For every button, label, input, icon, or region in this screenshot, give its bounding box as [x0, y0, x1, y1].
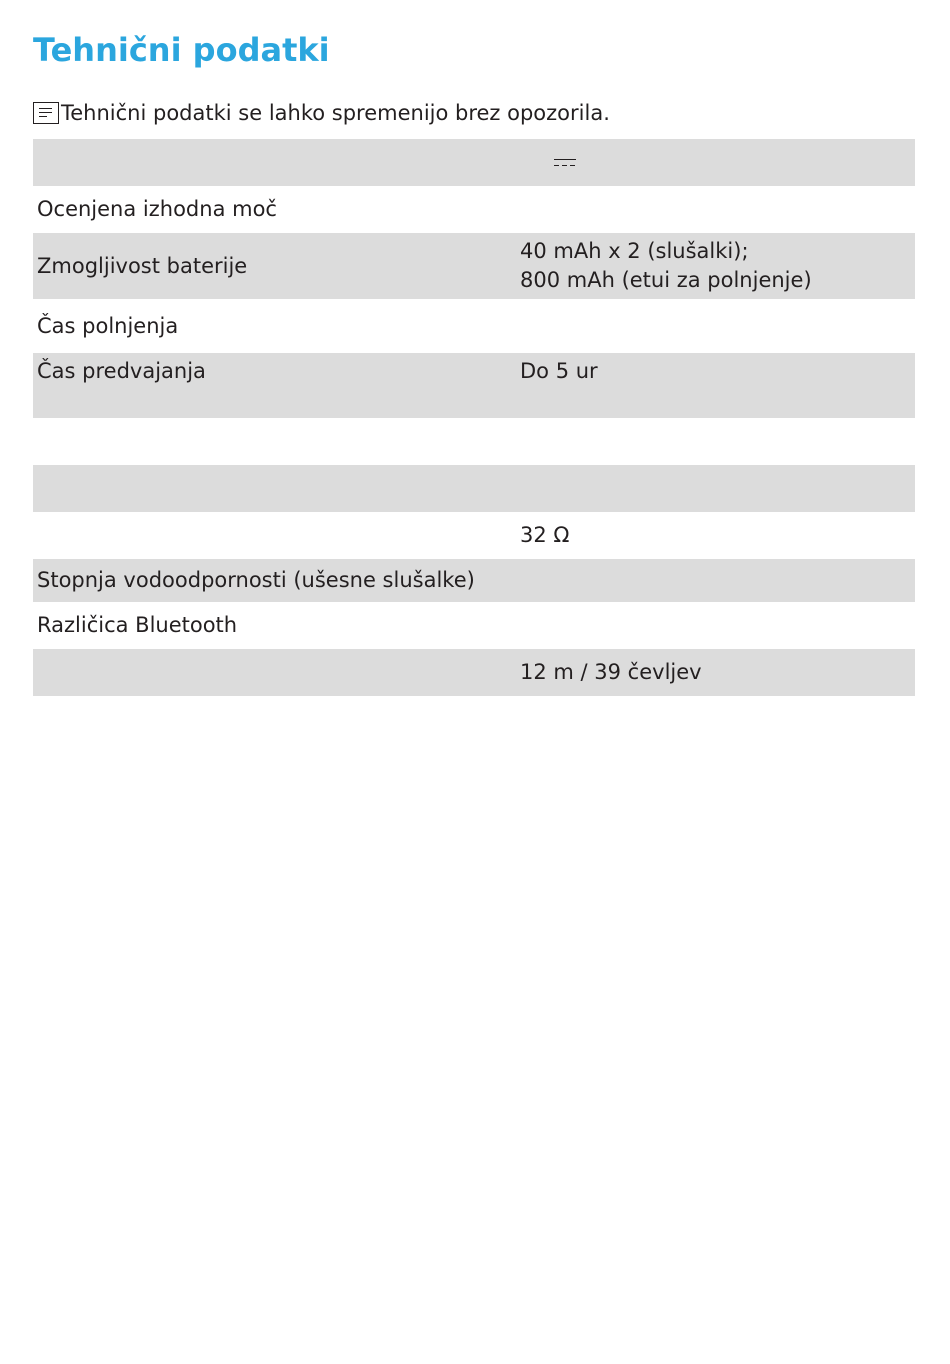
spec-value: 32 Ω	[520, 523, 570, 547]
note-text: Tehnični podatki se lahko spremenijo brez opozorila.	[61, 101, 610, 125]
table-row	[33, 186, 915, 233]
spec-value	[516, 299, 915, 353]
spec-value	[516, 233, 915, 299]
spec-label	[33, 418, 516, 465]
spec-value-line: 40 mAh x 2 (slušalki);	[520, 239, 749, 263]
table-row	[33, 418, 915, 465]
table-row	[33, 649, 915, 696]
table-row	[33, 139, 915, 186]
spec-value: 12 m / 39 čevljev	[516, 649, 915, 696]
spec-table	[33, 139, 915, 696]
table-row	[33, 602, 915, 649]
page-title: Tehnični podatki	[33, 31, 330, 69]
spec-value	[516, 418, 915, 465]
spec-value	[516, 139, 915, 186]
spec-value: Do 5 ur	[516, 353, 915, 418]
table-row	[33, 465, 915, 512]
table-row	[33, 233, 915, 299]
dc-current-icon	[554, 159, 576, 167]
table-row	[33, 512, 915, 559]
spec-label: Stopnja vodoodpornosti (ušesne slušalke)	[33, 559, 516, 602]
spec-value	[516, 559, 915, 602]
table-row	[33, 353, 915, 418]
spec-label: Čas polnjenja	[37, 313, 179, 338]
spec-label	[33, 512, 516, 559]
spec-change-note	[33, 99, 610, 127]
table-row	[33, 299, 915, 353]
spec-label	[33, 139, 516, 186]
spec-label: Čas predvajanja	[33, 353, 516, 418]
table-row	[33, 559, 915, 602]
spec-label	[33, 649, 516, 696]
spec-value-line: 800 mAh (etui za polnjenje)	[520, 268, 812, 292]
spec-label: Različica Bluetooth	[37, 613, 238, 637]
spec-value	[516, 465, 915, 512]
spec-label	[33, 465, 516, 512]
spec-label: Zmogljivost baterije	[33, 233, 516, 299]
note-icon	[33, 102, 59, 124]
spec-value	[516, 602, 915, 649]
spec-label: Ocenjena izhodna moč	[37, 197, 277, 221]
spec-value	[516, 186, 915, 233]
